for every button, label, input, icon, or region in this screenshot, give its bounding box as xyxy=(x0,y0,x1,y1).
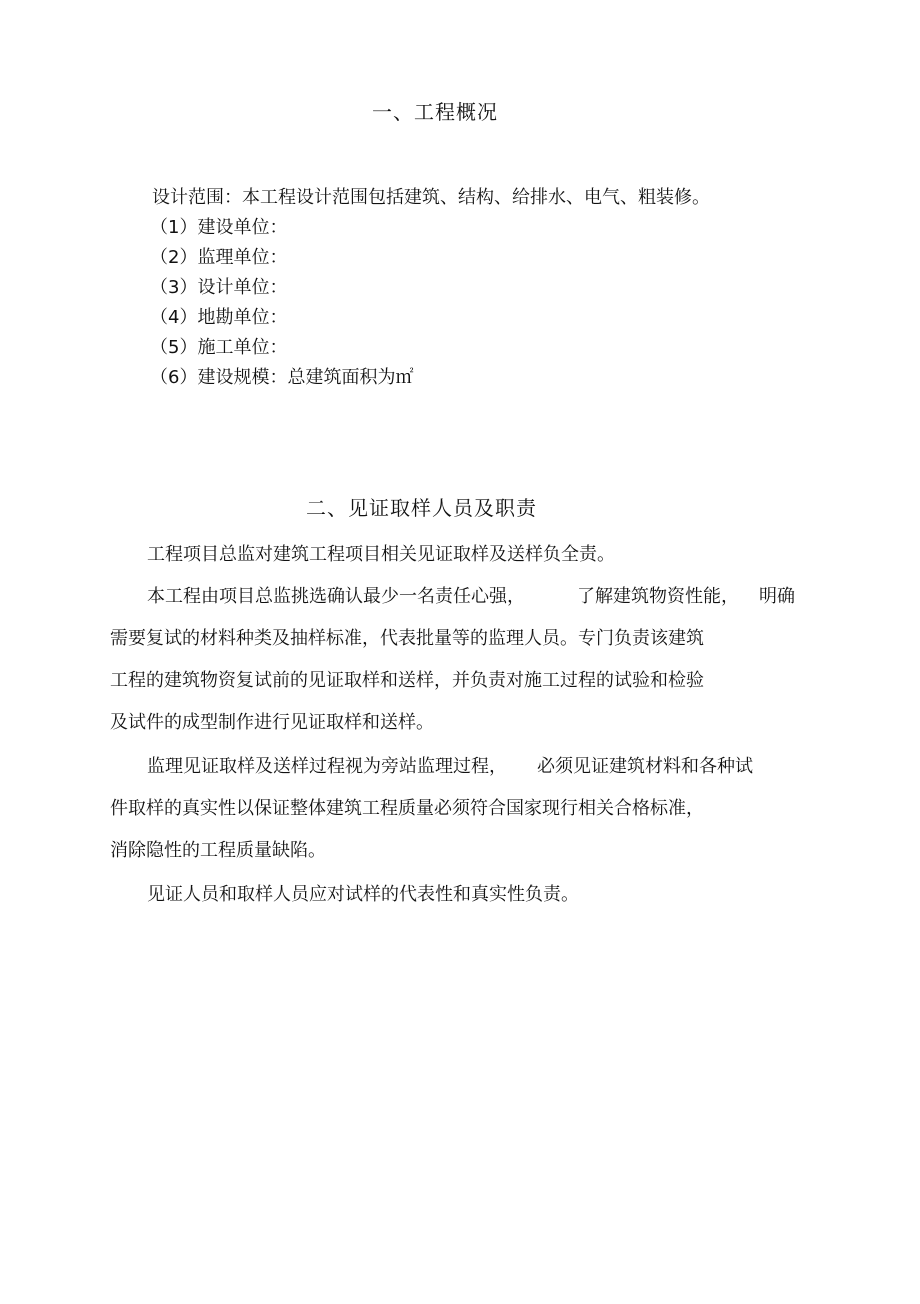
design-scope-line: 设计范围：本工程设计范围包括建筑、结构、给排水、电气、粗装修。 xyxy=(152,187,710,208)
paragraph-3-line-2: 件取样的真实性以保证整体建筑工程质量必须符合国家现行相关合格标准， xyxy=(110,798,704,819)
paragraph-2-line-3: 工程的建筑物资复试前的见证取样和送样，并负责对施工过程的试验和检验 xyxy=(110,670,704,691)
item-construction-unit: （1）建设单位： xyxy=(150,217,288,238)
paragraph-2-line-2: 需要复试的材料种类及抽样标准，代表批量等的监理人员。专门负责该建筑 xyxy=(110,628,704,649)
item-survey-unit: （4）地勘单位： xyxy=(150,307,288,328)
section-2-heading: 二、见证取样人员及职责 xyxy=(306,496,537,520)
paragraph-2-line-1-part-c: 明确 xyxy=(759,586,795,607)
paragraph-2-line-1-part-b: 了解建筑物资性能， xyxy=(577,586,739,607)
item-design-unit: （3）设计单位： xyxy=(150,277,288,298)
paragraph-4: 见证人员和取样人员应对试样的代表性和真实性负责。 xyxy=(147,884,579,905)
item-construction-scale: （6）建设规模：总建筑面积为㎡ xyxy=(150,367,414,388)
paragraph-3-line-1-part-b: 必须见证建筑材料和各种试 xyxy=(537,756,753,777)
paragraph-2-line-1 xyxy=(147,582,795,608)
paragraph-1: 工程项目总监对建筑工程项目相关见证取样及送样负全责。 xyxy=(147,544,615,565)
paragraph-3-line-3: 消除隐性的工程质量缺陷。 xyxy=(110,840,326,861)
paragraph-2-line-1-part-a: 本工程由项目总监挑选确认最少一名责任心强， xyxy=(147,586,525,607)
paragraph-2-line-4: 及试件的成型制作进行见证取样和送样。 xyxy=(110,712,434,733)
paragraph-3-line-1 xyxy=(147,752,753,778)
paragraph-3-line-1-part-a: 监理见证取样及送样过程视为旁站监理过程， xyxy=(147,756,507,777)
item-supervision-unit: （2）监理单位： xyxy=(150,247,288,268)
section-1-heading: 一、工程概况 xyxy=(372,100,498,124)
item-contractor-unit: （5）施工单位： xyxy=(150,337,288,358)
